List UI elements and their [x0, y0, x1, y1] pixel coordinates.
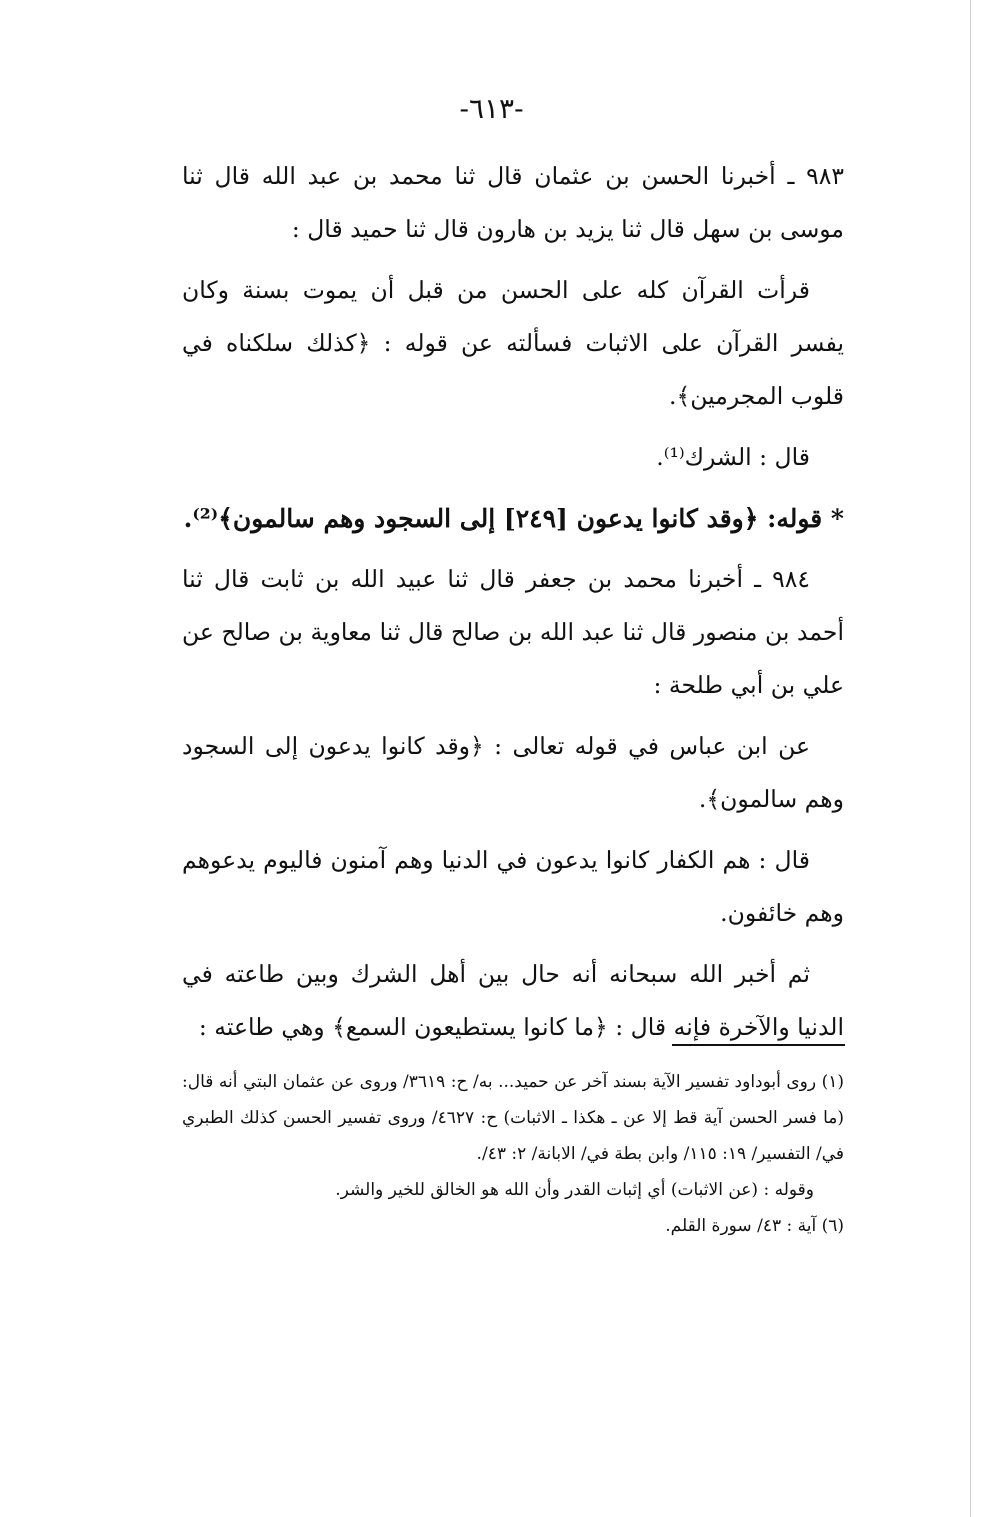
paragraph-kuffar: قال : هم الكفار كانوا يدعون في الدنيا وهم آمنون فاليوم يدعوهم وهم خائفون. — [182, 846, 844, 927]
footnote-2: (٦) آية : ٤٣/ سورة القلم. — [665, 1216, 844, 1236]
paragraph-conclusion: ثم أخبر الله سبحانه أنه حال بين أهل الشرك وبين طاعته في الدنيا والآخرة فإنه قال : ﴿ما كانوا يستطيعون السمع﴾ وهي طاعته : — [182, 960, 844, 1041]
footnote-divider — [672, 1044, 845, 1046]
footnote-1: (١) روى أبوداود تفسير الآية بسند آخر عن حميد... به/ ح: ٣٦١٩/ وروى عن عثمان البتي أنه قال: (ما فسر الحسن آية قط إلا عن ـ هكذا ـ الاثبات) ح: ٤٦٢٧/ وروى تفسير الحسن كذلك الطبري في/ التفسير/ ١٩: ١١٥/ وابن بطة في/ الابانة/ ٢: ٤٣/. — [182, 1072, 844, 1164]
verse-heading: * قوله: ﴿وقد كانوا يدعون [٢٤٩] إلى السجود وهم سالمون﴾⁽²⁾. — [183, 504, 844, 533]
paragraph-narration-984: ٩٨٤ ـ أخبرنا محمد بن جعفر قال ثنا عبيد الله بن ثابت قال ثنا أحمد بن منصور قال ثنا عبد الله بن صالح قال ثنا معاوية بن صالح عن علي بن أبي طلحة : — [182, 565, 844, 699]
paragraph-hasan-quote: قرأت القرآن كله على الحسن من قبل أن يموت بسنة وكان يفسر القرآن على الاثبات فسألته عن قوله : ﴿كذلك سلكناه في قلوب المجرمين﴾. — [182, 276, 844, 410]
main-text — [182, 150, 844, 1062]
footnotes — [182, 1064, 844, 1244]
page-number: -٦١٣- — [459, 92, 524, 125]
paragraph-narration-983: ٩٨٣ ـ أخبرنا الحسن بن عثمان قال ثنا محمد بن عبد الله قال ثنا موسى بن سهل قال ثنا يزيد بن هارون قال ثنا حميد قال : — [182, 162, 844, 243]
paragraph-ibn-abbas: عن ابن عباس في قوله تعالى : ﴿وقد كانوا يدعون إلى السجود وهم سالمون﴾. — [182, 732, 844, 813]
paragraph-shirk: قال : الشرك⁽¹⁾. — [656, 443, 810, 471]
footnote-1-note: وقوله : (عن الاثبات) أي إثبات القدر وأن الله هو الخالق للخير والشر. — [335, 1180, 814, 1200]
scan-edge-line — [970, 0, 971, 1517]
